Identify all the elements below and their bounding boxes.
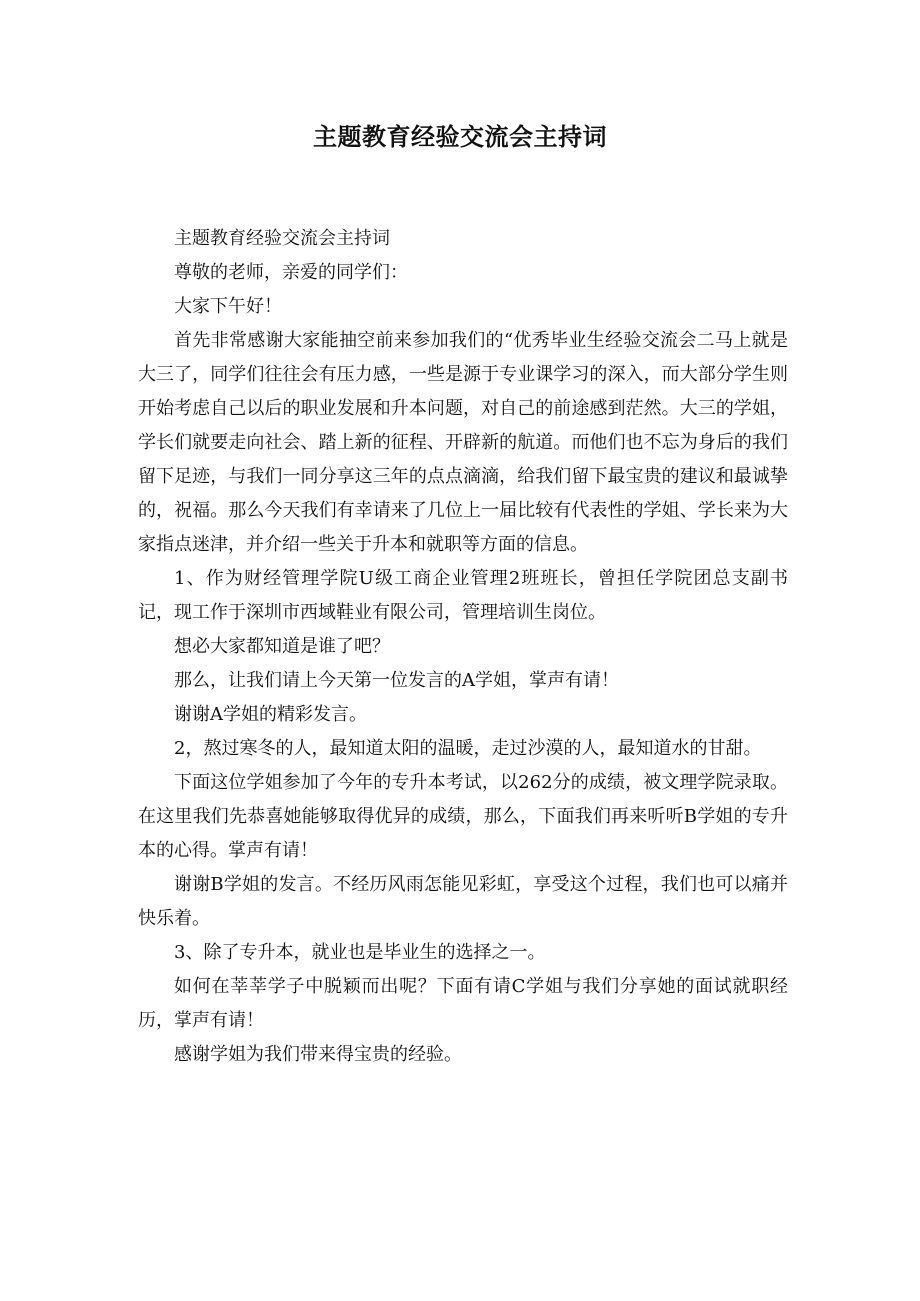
paragraph-introduction: 首先非常感谢大家能抽空前来参加我们的“优秀毕业生经验交流会二马上就是大三了，同学们往往会有压力感，一些是源于专业课学习的深入，而大部分学生则开始考虑自己以后的职业发展和升本问题，对自己的前途感到茫然。大三的学姐，学长们就要走向社会、踏上新的征程、开辟新的航道。而他们也不忘为身后的我们留下足迹，与我们一同分享这三年的点点滴滴，给我们留下最宝贵的建议和最诚挚的，祝福。那么今天我们有幸请来了几位上一届比较有代表性的学姐、学长来为大家指点迷津，并介绍一些关于升本和就职等方面的信息。 xyxy=(138,330,788,555)
document-title: 主题教育经验交流会主持词 xyxy=(313,123,607,151)
paragraph: 如何在莘莘学子中脱颖而出呢？下面有请C学姐与我们分享她的面试就职经历，掌声有请！ xyxy=(138,976,788,1031)
paragraph: 想必大家都知道是谁了吧？ xyxy=(174,636,390,657)
paragraph: 谢谢B学姐的发言。不经历风雨怎能见彩虹，享受这个过程，我们也可以痛并快乐着。 xyxy=(138,874,788,929)
paragraph-subtitle: 主题教育经验交流会主持词 xyxy=(174,228,390,249)
paragraph-speaker-3-intro: 3、除了专升本，就业也是毕业生的选择之一。 xyxy=(174,942,546,963)
paragraph-greeting: 大家下午好！ xyxy=(174,296,282,317)
paragraph: 那么，让我们请上今天第一位发言的A学姐，掌声有请！ xyxy=(174,670,619,691)
paragraph: 感谢学姐为我们带来得宝贵的经验。 xyxy=(174,1044,462,1065)
paragraph-speaker-2-intro: 2，熬过寒冬的人，最知道太阳的温暖，走过沙漠的人，最知道水的甘甜。 xyxy=(174,738,762,759)
paragraph: 谢谢A学姐的精彩发言。 xyxy=(174,704,367,725)
paragraph: 下面这位学姐参加了今年的专升本考试，以262分的成绩，被文理学院录取。在这里我们先恭喜她能够取得优异的成绩，那么，下面我们再来听听B学姐的专升本的心得。掌声有请！ xyxy=(138,772,788,861)
paragraph-speaker-1-intro: 1、作为财经管理学院U级工商企业管理2班班长，曾担任学院团总支副书记，现工作于深圳市西域鞋业有限公司，管理培训生岗位。 xyxy=(138,568,788,623)
paragraph-salutation: 尊敬的老师，亲爱的同学们： xyxy=(174,262,408,283)
document-body xyxy=(138,222,788,1072)
